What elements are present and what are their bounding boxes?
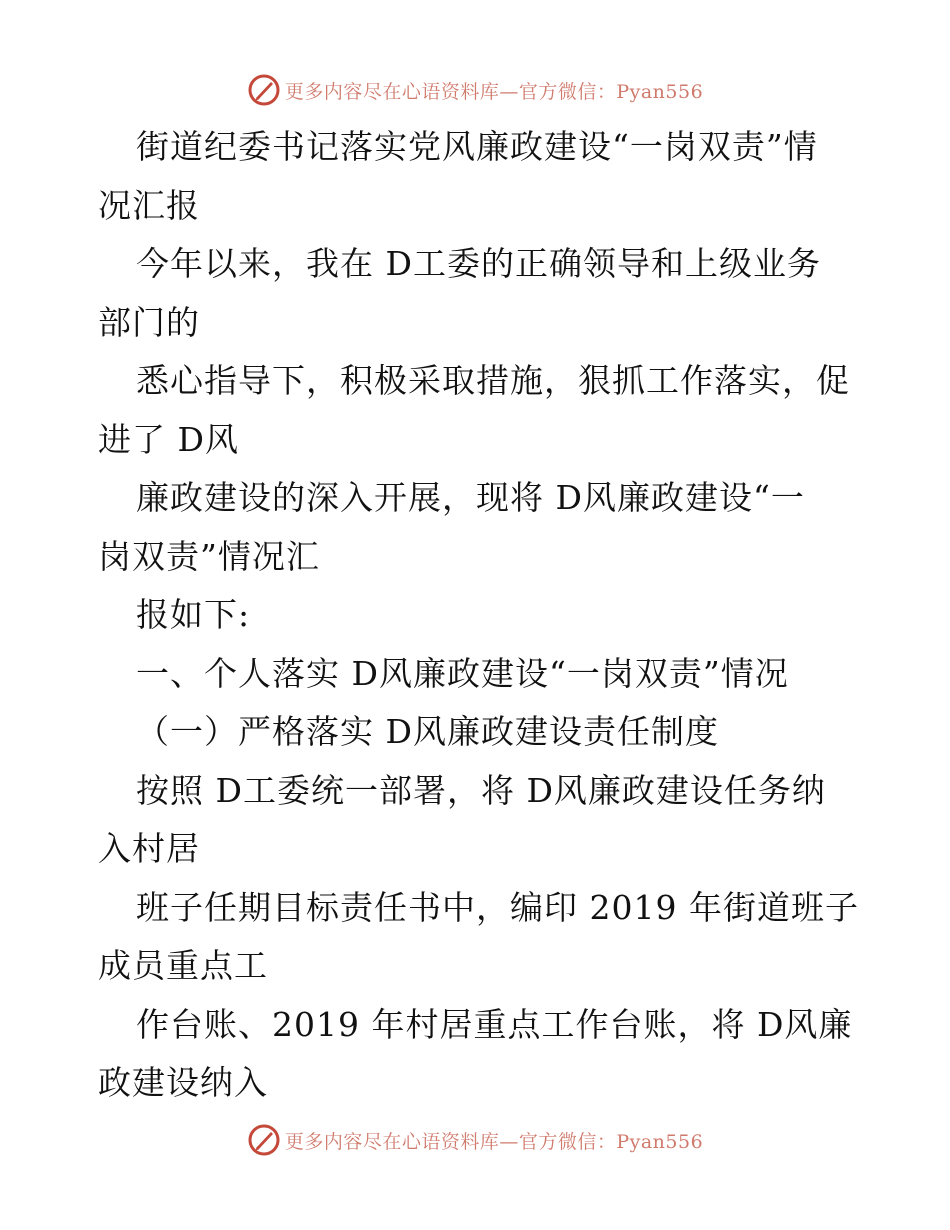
text-line: 班子任期目标责任书中，编印 2019 年街道班子: [136, 887, 859, 927]
text-line: 悉心指导下，积极采取措施，狠抓工作落实，促: [136, 361, 850, 400]
text-line: 政建设纳入: [98, 1063, 268, 1102]
text-line: 成员重点工: [98, 946, 268, 985]
text-line: 作台账、2019 年村居重点工作台账，将 D风廉: [136, 1004, 853, 1044]
quill-pen-logo-icon: [247, 73, 281, 107]
text-line: 进了 D风: [98, 419, 239, 459]
text-line: 报如下:: [136, 595, 251, 634]
text-line: 一、个人落实 D风廉政建设“一岗双责”情况: [136, 653, 789, 693]
text-line: 部门的: [98, 302, 200, 342]
text-line: 按照 D工委统一部署，将 D风廉政建设任务纳: [136, 770, 826, 810]
watermark-text: 更多内容尽在心语资料库—官方微信：Pyan556: [284, 80, 704, 103]
text-line: 街道纪委书记落实党风廉政建设“一岗双责”情: [136, 127, 818, 166]
footer-watermark-banner: [0, 1122, 950, 1158]
text-line: 廉政建设的深入开展，现将 D风廉政建设“一: [136, 478, 805, 517]
text-line: （一）严格落实 D风廉政建设责任制度: [136, 712, 719, 751]
text-line: 今年以来，我在 D工委的正确领导和上级业务: [136, 244, 821, 283]
text-line: 况汇报: [98, 185, 200, 225]
watermark-text: 更多内容尽在心语资料库—官方微信：Pyan556: [284, 1130, 704, 1153]
document-body: [98, 118, 858, 1113]
quill-pen-logo-icon: [247, 1123, 281, 1157]
header-watermark-banner: [0, 72, 950, 108]
text-line: 入村居: [98, 829, 200, 868]
text-line: 岗双责”情况汇: [98, 536, 320, 576]
